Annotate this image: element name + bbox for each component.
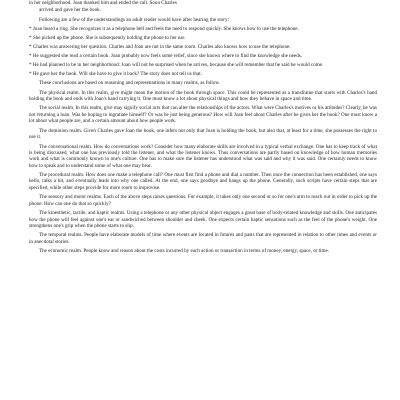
paragraph: * He suggested she read a certain book. Joan probably now feels some relief, since she knows where to find the knowledge she needs. <box>29 53 303 60</box>
paragraph: The social realm. In this realm, give may signify social acts that can alter the relationships of the actors. What were Charles's motives or his attitudes? Clearly, he was not returning a loan. Was he hoping to ingratiate himself? Or was he just being generous? How will Joan feel about Charles after he gives her the book? One must know a lot about what people are, and a certain amount about how people work. <box>29 105 377 125</box>
document-body <box>29 0 377 258</box>
paragraph: These conclusions are based on reasoning and representations in many realms, as follow. <box>39 80 221 87</box>
paragraph: The procedural realm. How does one make a telephone call? One must first find a phone and dial a number. Then once the connection has been established, one says hello, talks a bit, and eventually leads into why one called. At the end, one says goodbye and hangs up the phone. Generally, such scripts have certain steps that are specified, while other steps provide for more room to improvise. <box>29 172 377 191</box>
paragraph: in her neighborhood. Joan thanked him and ended the call. Soon Charles <box>29 0 177 6</box>
paragraph: The conversational realm. How do conversations work? Consider how many elaborate skills are involved in a typical verbal exchange. One has to keep track of what is being discussed, what one has previously told the listener, and what the listener knows. Thus conversations are partly based on knowledge of how human memories work and what is commonly known in one's culture. One has to make sure the listener has understood what was said and why it was said. One certainly needs to know how to speak and to understand some of what one may hear. <box>29 143 377 169</box>
paragraph: The dominion realm. Given Charles gave Joan the book, one infers not only that Joan is holding the book, but also that, at least for a time, she possesses the right to use it. <box>29 127 377 140</box>
paragraph: The temporal realms. People have elaborate models of time where events are located in futures and pasts that are represented in relation to other times and events or in anecdotal stories. <box>29 232 377 245</box>
paragraph: The sensory and motor realms. Each of the above steps raises questions. For example, it takes only one second or so for one's arm to reach out in order to pick up the phone. How can one do that so quickly? <box>29 194 377 207</box>
paragraph: Following are a few of the understandings an adult reader would have after hearing the story: <box>39 16 229 23</box>
paragraph: * He had planned to be in her neighborhood: Joan will not be surprised when he arrives, because she will remember that he said he would come. <box>29 62 324 69</box>
paragraph: arrived and gave her the book. <box>39 7 101 14</box>
paragraph: The economic realm. People know and reason about the costs incurred by each action or transaction in terms of money, energy, space, or time. <box>39 248 330 255</box>
paragraph: * She picked up the phone. She is subsequently holding the phone to her ear. <box>29 35 186 42</box>
paragraph: The kinesthetic, tactile, and haptic realms. Using a telephone or any other physical object engages a great base of body-related knowledge and skills. One anticipates how the phone will feel against one's ear or sandwiched between shoulder and cheek. One expects certain haptic sensations such as the feel of the phone's weight. One strengthens one's grip when the phone starts to slip. <box>29 210 377 229</box>
paragraph: * He gave her the book. Will she have to give it back? The story does not tell us that. <box>29 71 202 78</box>
paragraph: * Charles was answering her question. Charles and Joan are not in the same room. Charles also knows how to use the telephone. <box>29 44 291 51</box>
paragraph: * Joan heard a ring. She recognizes it as a telephone bell and feels the need to respond quickly. She knows how to use the telephone. <box>29 26 299 33</box>
paragraph: The physical realm. In this realm, give might mean the motion of the book through space. This could be represented as a transframe that starts with Charles's hand holding the book and ends with Joan's hand carrying it. One must know a lot about physical things and how they behave in space and time. <box>29 89 377 102</box>
